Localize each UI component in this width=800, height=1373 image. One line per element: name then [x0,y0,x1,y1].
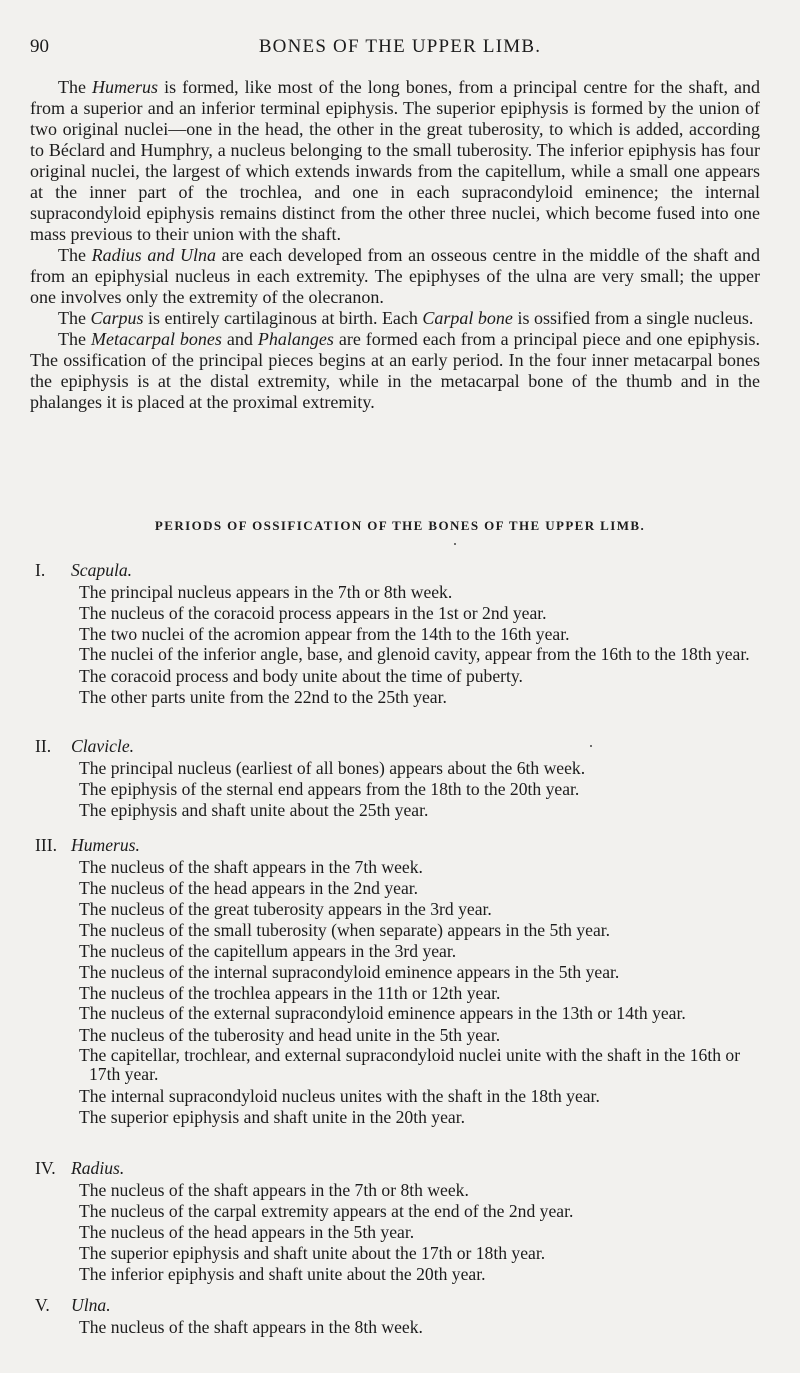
bone-name: Ulna. [71,1295,111,1315]
term-radius-ulna: Radius and Ulna [91,245,216,265]
bone-heading [35,559,775,582]
term-humerus: Humerus [92,77,159,97]
term-carpus: Carpus [90,308,144,328]
list-item: The inferior epiphysis and shaft unite about the 20th year. [79,1264,486,1284]
page-number: 90 [30,36,49,57]
print-speck [590,745,592,747]
ossification-list [35,582,775,708]
bone-heading [35,735,775,758]
bone-numeral: III. [35,835,57,855]
intro-text [30,77,760,413]
list-item: The capitellar, trochlear, and external supracondyloid nuclei unite with the shaft in the 16th or 17th year. [79,1045,741,1084]
bone-numeral: V. [35,1295,50,1315]
list-item: The epiphysis of the sternal end appears from the 18th to the 20th year. [79,779,580,799]
term-phalanges: Phalanges [257,329,334,349]
list-item: The nucleus of the tuberosity and head unite in the 5th year. [79,1025,501,1045]
ossification-list [35,857,775,1128]
running-title: BONES OF THE UPPER LIMB. [258,36,542,57]
list-item: The superior epiphysis and shaft unite about the 17th or 18th year. [79,1243,546,1263]
bone-name: Scapula. [71,560,133,580]
bone-radius [35,1157,775,1285]
term-carpal-bone: Carpal bone [422,308,513,328]
list-item: The epiphysis and shaft unite about the 25th year. [79,800,429,820]
list-item: The nucleus of the carpal extremity appears at the end of the 2nd year. [79,1201,574,1221]
ossification-list [35,1317,775,1338]
ossification-list [35,1180,775,1285]
list-item: The nucleus of the great tuberosity appears in the 3rd year. [79,899,492,919]
list-item: The nucleus of the shaft appears in the 7th week. [79,857,423,877]
bone-clavicle [35,735,775,821]
list-item: The nucleus of the shaft appears in the 7th or 8th week. [79,1180,469,1200]
bone-numeral: I. [35,560,46,580]
list-item: The nucleus of the shaft appears in the 8th week. [79,1317,423,1337]
print-speck [454,543,456,545]
bone-heading [35,834,775,857]
paragraph-carpus: The Carpus is entirely cartilaginous at birth. Each Carpal bone is ossified from a single nucleus. [58,308,754,328]
paragraph-metacarpal: The Metacarpal bones and Phalanges are formed each from a principal piece and one epiphysis. The ossification of the principal pieces begins at an early period. In the four inner metacarpal bones the epiphysis is at the distal extremity, while in the metacarpal bone of the thumb and in the phalanges it is placed at the proximal extremity. [30,329,760,412]
bone-ulna [35,1294,775,1338]
bone-name: Radius. [71,1158,125,1178]
bone-scapula [35,559,775,708]
bone-humerus [35,834,775,1128]
list-item: The nucleus of the internal supracondyloid eminence appears in the 5th year. [79,962,620,982]
term-metacarpal: Metacarpal bones [90,329,222,349]
ossification-list [35,758,775,821]
list-item: The principal nucleus appears in the 7th or 8th week. [79,582,453,602]
list-item: The nucleus of the head appears in the 5th year. [79,1222,415,1242]
list-item: The nuclei of the inferior angle, base, and glenoid cavity, appear from the 16th to the 18th year. [79,644,750,664]
list-item: The nucleus of the trochlea appears in the 11th or 12th year. [79,983,501,1003]
list-item: The nucleus of the head appears in the 2nd year. [79,878,419,898]
list-item: The nucleus of the external supracondyloid eminence appears in the 13th or 14th year. [79,1003,686,1023]
list-item: The principal nucleus (earliest of all bones) appears about the 6th week. [79,758,586,778]
bone-heading [35,1157,775,1180]
list-item: The superior epiphysis and shaft unite in the 20th year. [79,1107,465,1127]
bone-heading [35,1294,775,1317]
bone-numeral: IV. [35,1158,56,1178]
list-item: The nucleus of the coracoid process appears in the 1st or 2nd year. [79,603,547,623]
list-item: The coracoid process and body unite about the time of puberty. [79,666,523,686]
bone-numeral: II. [35,736,52,756]
section-title: PERIODS OF OSSIFICATION OF THE BONES OF THE UPPER LIMB. [154,518,646,533]
paragraph-humerus: The Humerus is formed, like most of the long bones, from a principal centre for the shaft, and from a superior and an inferior terminal epiphysis. The superior epiphysis is formed by the union of two original nuclei—one in the head, the other in the great tuberosity, to which is added, according to Béclard and Humphry, a nucleus belonging to the small tuberosity. The inferior epiphysis has four original nuclei, the largest of which extends inwards from the capitellum, while a small one appears at the inner part of the trochlea, and one in each supracondyloid eminence; the internal supracondyloid epiphysis remains distinct from the other three nuclei, which become fused into one mass previous to their union with the shaft. [30,77,760,244]
page-header [30,36,770,64]
bone-name: Clavicle. [71,736,135,756]
list-item: The other parts unite from the 22nd to the 25th year. [79,687,447,707]
list-item: The nucleus of the small tuberosity (when separate) appears in the 5th year. [79,920,611,940]
paragraph-radius-ulna: The Radius and Ulna are each developed from an osseous centre in the middle of the shaft and from an epiphysial nucleus in each extremity. The epiphyses of the ulna are very small; the upper one involves only the extremity of the olecranon. [30,245,760,307]
bone-name: Humerus. [71,835,140,855]
list-item: The nucleus of the capitellum appears in the 3rd year. [79,941,457,961]
list-item: The internal supracondyloid nucleus unites with the shaft in the 18th year. [79,1086,600,1106]
list-item: The two nuclei of the acromion appear from the 14th to the 16th year. [79,624,570,644]
